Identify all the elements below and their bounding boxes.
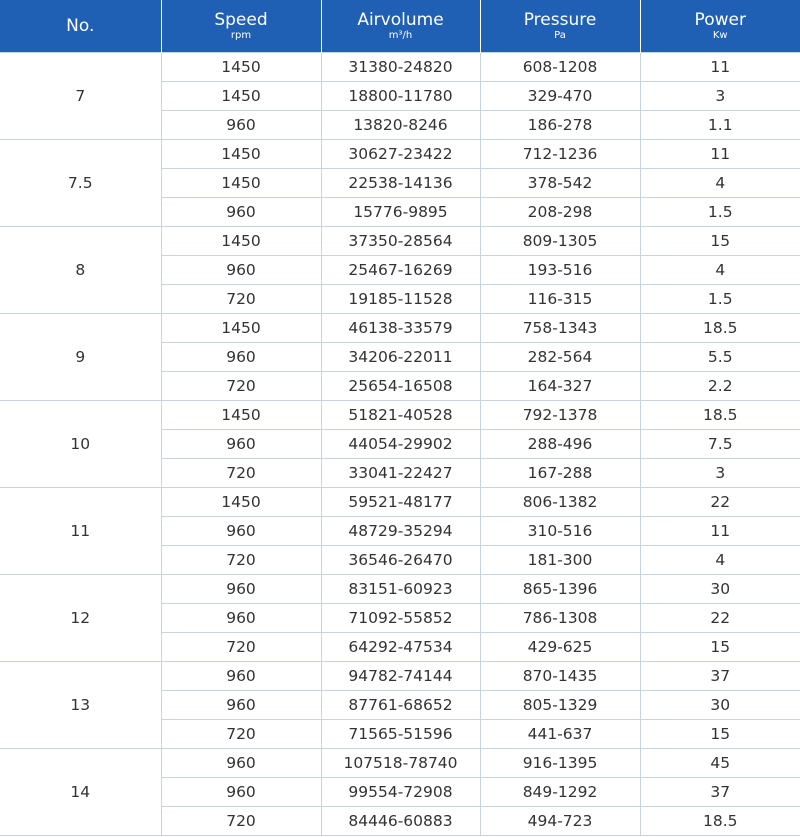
speed-cell: 960 [161, 662, 321, 691]
pressure-cell: 329-470 [480, 82, 640, 111]
power-cell: 3 [640, 459, 800, 488]
airvolume-cell: 31380-24820 [321, 53, 480, 82]
model-number-cell: 9 [0, 314, 161, 401]
pressure-cell: 116-315 [480, 285, 640, 314]
power-cell: 22 [640, 488, 800, 517]
airvolume-cell: 64292-47534 [321, 633, 480, 662]
pressure-cell: 282-564 [480, 343, 640, 372]
power-cell: 15 [640, 720, 800, 749]
speed-cell: 1450 [161, 53, 321, 82]
model-number-cell: 13 [0, 662, 161, 749]
airvolume-cell: 36546-26470 [321, 546, 480, 575]
power-cell: 37 [640, 778, 800, 807]
speed-cell: 1450 [161, 227, 321, 256]
pressure-cell: 494-723 [480, 807, 640, 836]
pressure-cell: 758-1343 [480, 314, 640, 343]
speed-cell: 960 [161, 430, 321, 459]
speed-cell: 960 [161, 111, 321, 140]
header-speed-unit: rpm [230, 29, 252, 41]
speed-cell: 1450 [161, 401, 321, 430]
airvolume-cell: 71092-55852 [321, 604, 480, 633]
airvolume-cell: 25467-16269 [321, 256, 480, 285]
pressure-cell: 870-1435 [480, 662, 640, 691]
pressure-cell: 809-1305 [480, 227, 640, 256]
speed-cell: 960 [161, 749, 321, 778]
power-cell: 30 [640, 691, 800, 720]
pressure-cell: 310-516 [480, 517, 640, 546]
airvolume-cell: 71565-51596 [321, 720, 480, 749]
speed-cell: 1450 [161, 314, 321, 343]
speed-cell: 1450 [161, 488, 321, 517]
power-cell: 37 [640, 662, 800, 691]
speed-cell: 720 [161, 372, 321, 401]
power-cell: 1.5 [640, 198, 800, 227]
speed-cell: 960 [161, 256, 321, 285]
speed-cell: 960 [161, 691, 321, 720]
table-row [0, 749, 800, 778]
airvolume-cell: 19185-11528 [321, 285, 480, 314]
model-number-cell: 7 [0, 53, 161, 140]
speed-cell: 960 [161, 517, 321, 546]
header-power-unit: Kw [712, 29, 728, 41]
power-cell: 11 [640, 517, 800, 546]
speed-cell: 1450 [161, 140, 321, 169]
header-no [0, 0, 161, 53]
pressure-cell: 792-1378 [480, 401, 640, 430]
power-cell: 11 [640, 140, 800, 169]
airvolume-cell: 94782-74144 [321, 662, 480, 691]
power-cell: 15 [640, 633, 800, 662]
power-cell: 2.2 [640, 372, 800, 401]
header-power-label: Power [694, 9, 746, 30]
speed-cell: 720 [161, 633, 321, 662]
header-airvolume-label: Airvolume [357, 9, 444, 30]
power-cell: 15 [640, 227, 800, 256]
power-cell: 5.5 [640, 343, 800, 372]
airvolume-cell: 99554-72908 [321, 778, 480, 807]
pressure-cell: 208-298 [480, 198, 640, 227]
model-number-cell: 10 [0, 401, 161, 488]
pressure-cell: 608-1208 [480, 53, 640, 82]
power-cell: 4 [640, 256, 800, 285]
airvolume-cell: 22538-14136 [321, 169, 480, 198]
power-cell: 3 [640, 82, 800, 111]
airvolume-cell: 33041-22427 [321, 459, 480, 488]
header-no-label: No. [66, 16, 95, 36]
table-row [0, 662, 800, 691]
pressure-cell: 288-496 [480, 430, 640, 459]
table-row [0, 227, 800, 256]
header-pressure [480, 0, 640, 53]
header-speed [161, 0, 321, 53]
header-speed-label: Speed [214, 9, 268, 30]
speed-cell: 720 [161, 285, 321, 314]
pressure-cell: 193-516 [480, 256, 640, 285]
power-cell: 7.5 [640, 430, 800, 459]
airvolume-cell: 83151-60923 [321, 575, 480, 604]
pressure-cell: 181-300 [480, 546, 640, 575]
pressure-cell: 186-278 [480, 111, 640, 140]
speed-cell: 960 [161, 343, 321, 372]
speed-cell: 960 [161, 778, 321, 807]
table-row [0, 488, 800, 517]
table-row [0, 401, 800, 430]
power-cell: 45 [640, 749, 800, 778]
header-airvolume [321, 0, 480, 53]
header-pressure-unit: Pa [554, 29, 566, 41]
table-header [0, 0, 800, 53]
pressure-cell: 167-288 [480, 459, 640, 488]
airvolume-cell: 59521-48177 [321, 488, 480, 517]
table-row [0, 575, 800, 604]
speed-cell: 720 [161, 546, 321, 575]
airvolume-cell: 30627-23422 [321, 140, 480, 169]
airvolume-cell: 13820-8246 [321, 111, 480, 140]
airvolume-cell: 25654-16508 [321, 372, 480, 401]
header-pressure-label: Pressure [523, 9, 597, 30]
speed-cell: 720 [161, 720, 321, 749]
power-cell: 4 [640, 546, 800, 575]
airvolume-cell: 18800-11780 [321, 82, 480, 111]
pressure-cell: 378-542 [480, 169, 640, 198]
power-cell: 18.5 [640, 314, 800, 343]
table-row [0, 140, 800, 169]
speed-cell: 720 [161, 459, 321, 488]
model-number-cell: 11 [0, 488, 161, 575]
table-body [0, 53, 800, 836]
airvolume-cell: 15776-9895 [321, 198, 480, 227]
pressure-cell: 441-637 [480, 720, 640, 749]
model-number-cell: 14 [0, 749, 161, 836]
speed-cell: 960 [161, 604, 321, 633]
airvolume-cell: 48729-35294 [321, 517, 480, 546]
airvolume-cell: 46138-33579 [321, 314, 480, 343]
table-row [0, 314, 800, 343]
pressure-cell: 865-1396 [480, 575, 640, 604]
power-cell: 1.5 [640, 285, 800, 314]
model-number-cell: 12 [0, 575, 161, 662]
airvolume-cell: 34206-22011 [321, 343, 480, 372]
speed-cell: 960 [161, 575, 321, 604]
pressure-cell: 786-1308 [480, 604, 640, 633]
table-row [0, 53, 800, 82]
pressure-cell: 916-1395 [480, 749, 640, 778]
pressure-cell: 805-1329 [480, 691, 640, 720]
power-cell: 30 [640, 575, 800, 604]
pressure-cell: 806-1382 [480, 488, 640, 517]
airvolume-cell: 87761-68652 [321, 691, 480, 720]
airvolume-cell: 44054-29902 [321, 430, 480, 459]
speed-cell: 1450 [161, 169, 321, 198]
airvolume-cell: 84446-60883 [321, 807, 480, 836]
header-airvolume-unit: m³/h [388, 29, 413, 41]
airvolume-cell: 37350-28564 [321, 227, 480, 256]
speed-cell: 1450 [161, 82, 321, 111]
power-cell: 22 [640, 604, 800, 633]
model-number-cell: 7.5 [0, 140, 161, 227]
power-cell: 11 [640, 53, 800, 82]
pressure-cell: 712-1236 [480, 140, 640, 169]
power-cell: 1.1 [640, 111, 800, 140]
header-power [640, 0, 800, 53]
pressure-cell: 429-625 [480, 633, 640, 662]
power-cell: 18.5 [640, 401, 800, 430]
model-number-cell: 8 [0, 227, 161, 314]
speed-cell: 960 [161, 198, 321, 227]
pressure-cell: 849-1292 [480, 778, 640, 807]
airvolume-cell: 51821-40528 [321, 401, 480, 430]
power-cell: 4 [640, 169, 800, 198]
speed-cell: 720 [161, 807, 321, 836]
pressure-cell: 164-327 [480, 372, 640, 401]
airvolume-cell: 107518-78740 [321, 749, 480, 778]
power-cell: 18.5 [640, 807, 800, 836]
